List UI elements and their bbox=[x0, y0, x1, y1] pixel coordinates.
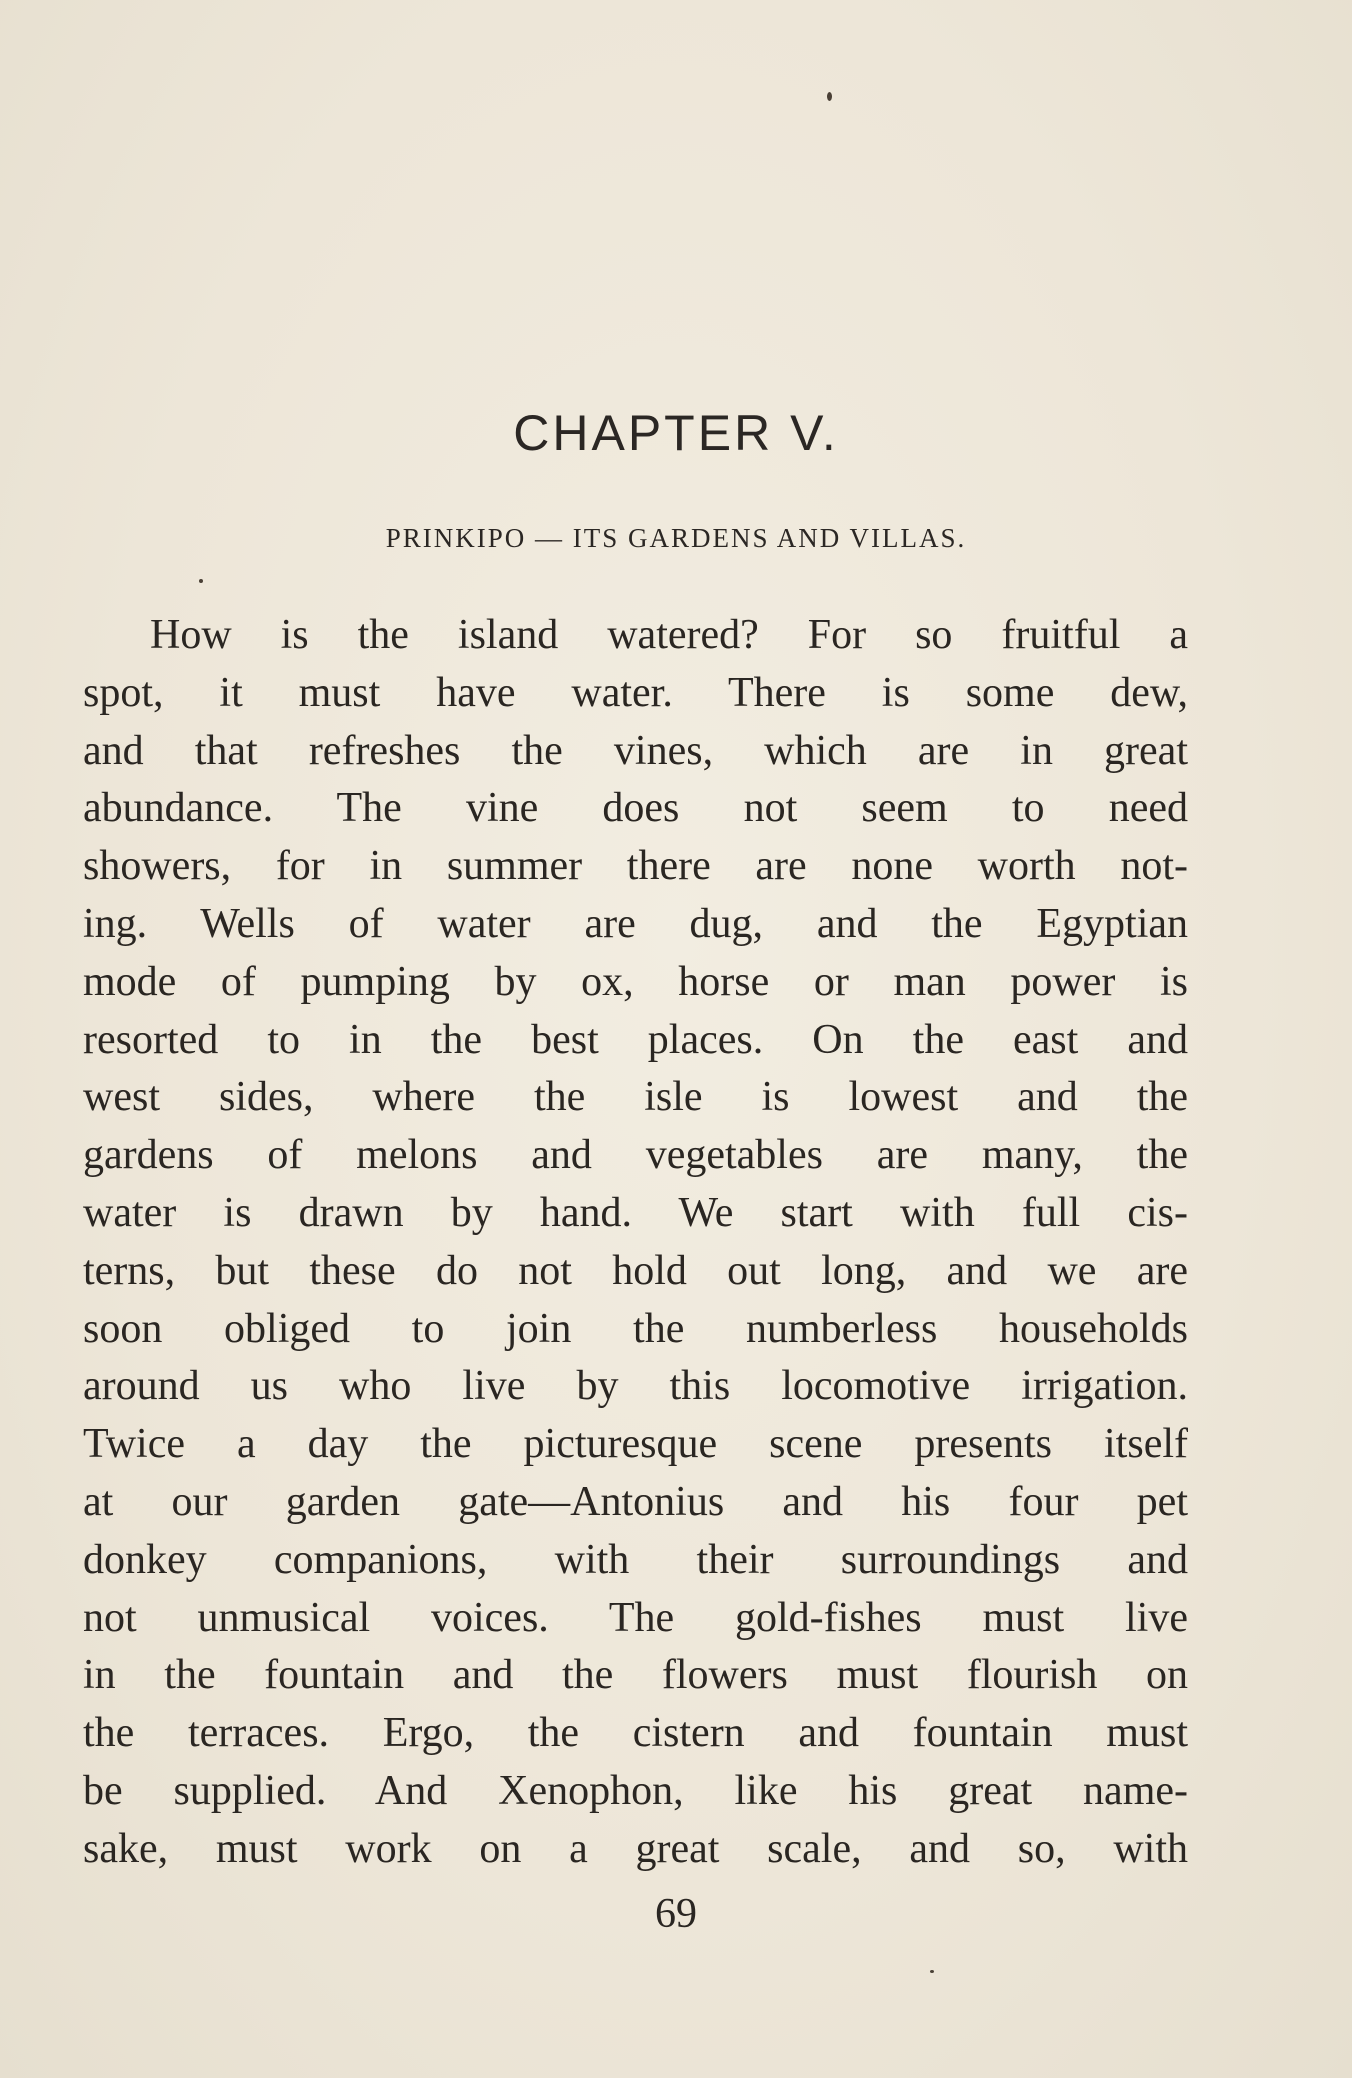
page-number: 69 bbox=[655, 1891, 697, 1937]
text-line: in the fountain and the flowers must flourish on bbox=[83, 1652, 1188, 1699]
text-line: the terraces. Ergo, the cistern and fountain must bbox=[83, 1710, 1188, 1757]
text-line: ing. Wells of water are dug, and the Egyptian bbox=[83, 900, 1188, 947]
text-line: abundance. The vine does not seem to need bbox=[83, 785, 1188, 832]
text-line: spot, it must have water. There is some dew, bbox=[83, 669, 1188, 716]
text-line: be supplied. And Xenophon, like his great name- bbox=[83, 1767, 1188, 1814]
text-line: water is drawn by hand. We start with full cis- bbox=[83, 1189, 1188, 1236]
text-line: around us who live by this locomotive irrigation. bbox=[83, 1363, 1188, 1410]
body-text bbox=[83, 607, 1188, 1879]
chapter-subtitle: PRINKIPO — ITS GARDENS AND VILLAS. bbox=[385, 523, 967, 553]
text-line: resorted to in the best places. On the east and bbox=[83, 1016, 1188, 1063]
text-line: How is the island watered? For so fruitful a bbox=[150, 612, 1188, 658]
text-line: showers, for in summer there are none worth not- bbox=[83, 843, 1188, 890]
text-line: mode of pumping by ox, horse or man power is bbox=[83, 958, 1188, 1005]
text-line: west sides, where the isle is lowest and the bbox=[83, 1074, 1188, 1121]
text-line: sake, must work on a great scale, and so, with bbox=[83, 1825, 1188, 1872]
text-line: gardens of melons and vegetables are many, the bbox=[83, 1132, 1188, 1179]
chapter-heading: CHAPTER V. bbox=[513, 405, 839, 461]
ink-speck bbox=[199, 579, 203, 583]
text-line: at our garden gate—Antonius and his four pet bbox=[83, 1478, 1188, 1525]
text-line: donkey companions, with their surroundings and bbox=[83, 1536, 1188, 1583]
text-line: not unmusical voices. The gold-fishes must live bbox=[83, 1594, 1188, 1641]
ink-speck bbox=[930, 1970, 934, 1973]
text-line: soon obliged to join the numberless households bbox=[83, 1305, 1188, 1352]
ink-speck bbox=[827, 92, 832, 101]
text-line: terns, but these do not hold out long, and we are bbox=[83, 1247, 1188, 1294]
text-line: and that refreshes the vines, which are in great bbox=[83, 727, 1188, 774]
text-line: Twice a day the picturesque scene presents itself bbox=[83, 1421, 1188, 1468]
